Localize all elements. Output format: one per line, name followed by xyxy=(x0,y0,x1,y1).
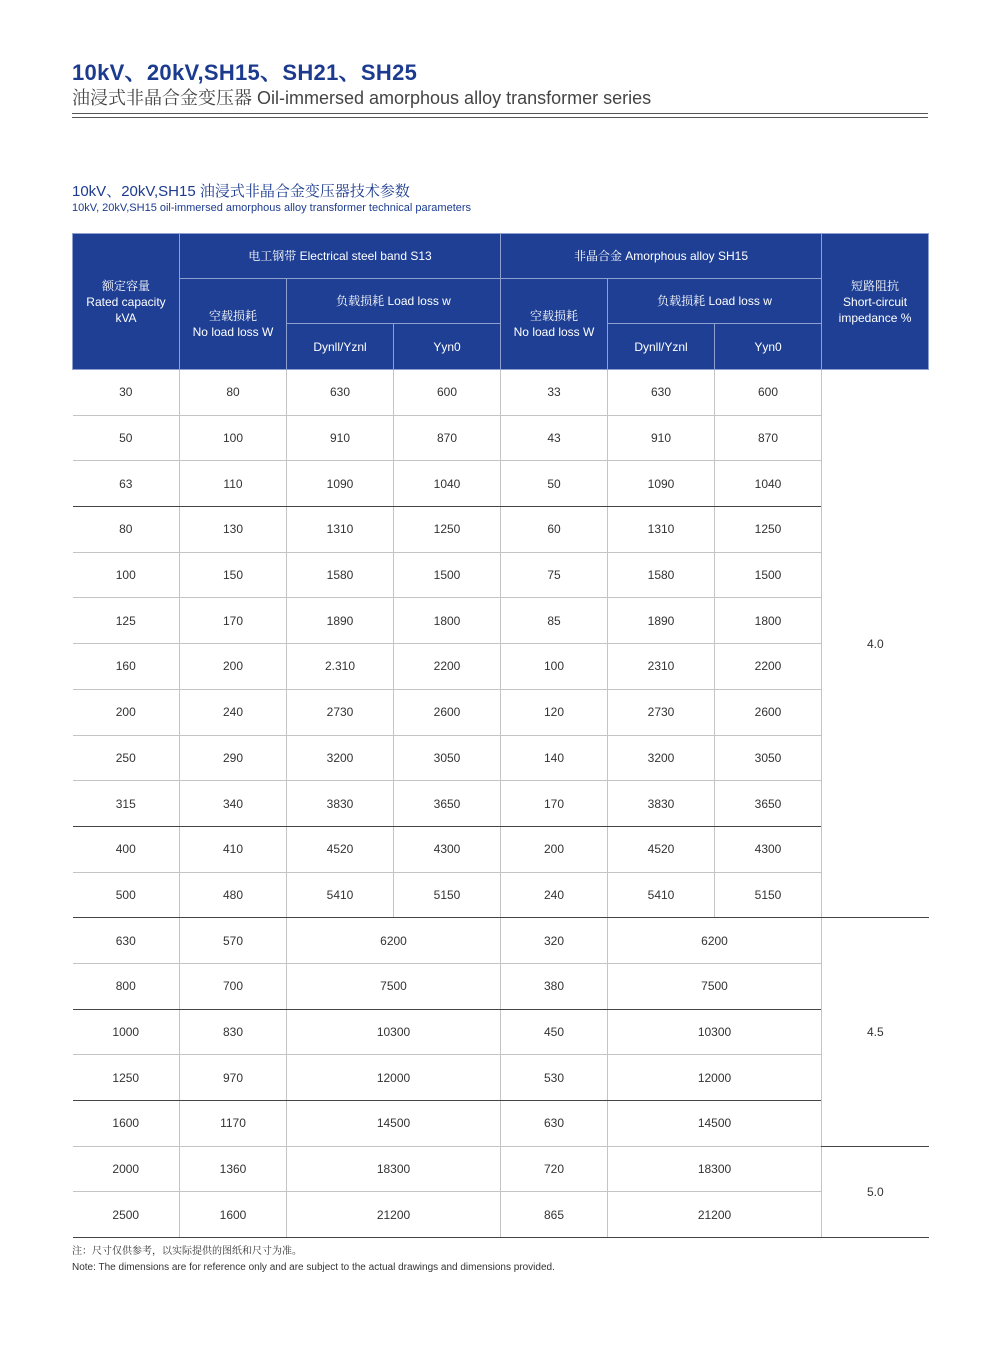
cell-steel-yyn0: 3650 xyxy=(394,781,501,827)
rated-capacity-cn: 额定容量 xyxy=(101,278,150,293)
cell-steel-dynll: 1310 xyxy=(287,507,394,553)
cell-amorphous-no-load: 865 xyxy=(501,1192,608,1238)
cell-amorphous-no-load: 450 xyxy=(501,1009,608,1055)
no-load-en: No load loss W xyxy=(513,325,595,339)
page-title: 10kV、20kV,SH15、SH21、SH25 xyxy=(72,60,418,85)
cell-steel-yyn0: 2200 xyxy=(394,644,501,690)
table-row xyxy=(73,415,929,461)
rated-capacity-en: Rated capacity xyxy=(86,294,166,309)
cell-amorphous-no-load: 50 xyxy=(501,461,608,507)
cell-amorphous-yyn0: 2200 xyxy=(715,644,822,690)
cell-steel-no-load: 340 xyxy=(180,781,287,827)
cell-amorphous-dynll: 3830 xyxy=(608,781,715,827)
cell-amorphous-yyn0: 1040 xyxy=(715,461,822,507)
cell-amorphous-dynll: 1580 xyxy=(608,552,715,598)
cell-amorphous-yyn0: 1250 xyxy=(715,507,822,553)
header-amorphous-no-load xyxy=(501,279,608,370)
header-amorphous-dynll: Dynll/Yznl xyxy=(608,324,715,370)
header-steel-group: 电工钢带 Electrical steel band S13 xyxy=(180,234,501,279)
cell-steel-dynll: 1090 xyxy=(287,461,394,507)
impedance-en-2: impedance % xyxy=(838,310,912,325)
cell-capacity: 30 xyxy=(73,370,180,416)
cell-capacity: 200 xyxy=(73,689,180,735)
table-row xyxy=(73,872,929,918)
cell-steel-yyn0: 1040 xyxy=(394,461,501,507)
cell-steel-no-load: 110 xyxy=(180,461,287,507)
table-row xyxy=(73,1101,929,1147)
cell-steel-yyn0: 1250 xyxy=(394,507,501,553)
spec-table xyxy=(72,233,929,1238)
table-row xyxy=(73,644,929,690)
cell-amorphous-no-load: 630 xyxy=(501,1101,608,1147)
cell-impedance: 4.5 xyxy=(822,918,929,1146)
header-divider-bottom xyxy=(72,117,928,118)
cell-capacity: 1600 xyxy=(73,1101,180,1147)
cell-steel-no-load: 480 xyxy=(180,872,287,918)
cell-amorphous-dynll: 630 xyxy=(608,370,715,416)
cell-amorphous-no-load: 43 xyxy=(501,415,608,461)
cell-steel-dynll: 910 xyxy=(287,415,394,461)
cell-steel-no-load: 830 xyxy=(180,1009,287,1055)
cell-amorphous-yyn0: 1800 xyxy=(715,598,822,644)
cell-amorphous-no-load: 170 xyxy=(501,781,608,827)
no-load-cn: 空载损耗 xyxy=(529,309,578,323)
cell-capacity: 125 xyxy=(73,598,180,644)
table-row xyxy=(73,735,929,781)
cell-steel-no-load: 970 xyxy=(180,1055,287,1101)
table-row xyxy=(73,689,929,735)
cell-impedance: 4.0 xyxy=(822,370,929,918)
cell-amorphous-load-loss: 21200 xyxy=(608,1192,822,1238)
cell-capacity: 315 xyxy=(73,781,180,827)
impedance-cn: 短路阻抗 xyxy=(851,278,900,293)
cell-steel-load-loss: 10300 xyxy=(287,1009,501,1055)
cell-amorphous-load-loss: 12000 xyxy=(608,1055,822,1101)
cell-steel-load-loss: 18300 xyxy=(287,1146,501,1192)
page-subtitle: 油浸式非晶合金变压器 Oil-immersed amorphous alloy transformer series xyxy=(72,88,652,108)
cell-steel-no-load: 1600 xyxy=(180,1192,287,1238)
table-row xyxy=(73,781,929,827)
cell-capacity: 2500 xyxy=(73,1192,180,1238)
cell-steel-yyn0: 2600 xyxy=(394,689,501,735)
cell-amorphous-no-load: 320 xyxy=(501,918,608,964)
cell-amorphous-no-load: 200 xyxy=(501,826,608,872)
cell-steel-dynll: 3830 xyxy=(287,781,394,827)
no-load-en: No load loss W xyxy=(192,325,274,339)
header-steel-no-load xyxy=(180,279,287,370)
table-row xyxy=(73,1009,929,1055)
cell-amorphous-dynll: 2310 xyxy=(608,644,715,690)
cell-steel-load-loss: 12000 xyxy=(287,1055,501,1101)
cell-steel-load-loss: 14500 xyxy=(287,1101,501,1147)
footnote-cn: 注：尺寸仅供参考，以实际提供的图纸和尺寸为准。 xyxy=(72,1246,302,1257)
cell-amorphous-dynll: 2730 xyxy=(608,689,715,735)
cell-steel-dynll: 2.310 xyxy=(287,644,394,690)
cell-amorphous-dynll: 3200 xyxy=(608,735,715,781)
table-row xyxy=(73,461,929,507)
cell-amorphous-no-load: 240 xyxy=(501,872,608,918)
header-steel-dynll: Dynll/Yznl xyxy=(287,324,394,370)
cell-capacity: 63 xyxy=(73,461,180,507)
table-row xyxy=(73,963,929,1009)
cell-steel-no-load: 200 xyxy=(180,644,287,690)
cell-capacity: 400 xyxy=(73,826,180,872)
table-row xyxy=(73,507,929,553)
cell-capacity: 500 xyxy=(73,872,180,918)
section-title: 10kV、20kV,SH15 油浸式非晶合金变压器技术参数 xyxy=(72,183,410,200)
cell-amorphous-yyn0: 1500 xyxy=(715,552,822,598)
cell-steel-no-load: 1170 xyxy=(180,1101,287,1147)
table-row xyxy=(73,826,929,872)
cell-amorphous-no-load: 530 xyxy=(501,1055,608,1101)
cell-amorphous-dynll: 1090 xyxy=(608,461,715,507)
cell-steel-load-loss: 7500 xyxy=(287,963,501,1009)
cell-steel-yyn0: 600 xyxy=(394,370,501,416)
cell-steel-dynll: 3200 xyxy=(287,735,394,781)
table-row xyxy=(73,552,929,598)
cell-capacity: 630 xyxy=(73,918,180,964)
cell-amorphous-dynll: 910 xyxy=(608,415,715,461)
cell-steel-no-load: 700 xyxy=(180,963,287,1009)
cell-steel-yyn0: 3050 xyxy=(394,735,501,781)
cell-steel-load-loss: 21200 xyxy=(287,1192,501,1238)
cell-capacity: 800 xyxy=(73,963,180,1009)
cell-steel-dynll: 4520 xyxy=(287,826,394,872)
cell-capacity: 1000 xyxy=(73,1009,180,1055)
cell-steel-yyn0: 5150 xyxy=(394,872,501,918)
cell-capacity: 1250 xyxy=(73,1055,180,1101)
header-amorphous-yyn0: Yyn0 xyxy=(715,324,822,370)
cell-amorphous-dynll: 1310 xyxy=(608,507,715,553)
cell-amorphous-no-load: 140 xyxy=(501,735,608,781)
cell-capacity: 50 xyxy=(73,415,180,461)
header-impedance xyxy=(822,234,929,370)
cell-steel-no-load: 570 xyxy=(180,918,287,964)
cell-amorphous-load-loss: 10300 xyxy=(608,1009,822,1055)
cell-amorphous-yyn0: 3050 xyxy=(715,735,822,781)
cell-steel-yyn0: 870 xyxy=(394,415,501,461)
cell-amorphous-yyn0: 3650 xyxy=(715,781,822,827)
table-row xyxy=(73,1055,929,1101)
cell-amorphous-no-load: 33 xyxy=(501,370,608,416)
header-divider-top xyxy=(72,113,928,114)
impedance-en-1: Short-circuit xyxy=(843,294,908,309)
cell-steel-yyn0: 1800 xyxy=(394,598,501,644)
cell-amorphous-no-load: 720 xyxy=(501,1146,608,1192)
cell-amorphous-yyn0: 870 xyxy=(715,415,822,461)
section-subtitle: 10kV, 20kV,SH15 oil-immersed amorphous alloy transformer technical parameters xyxy=(72,202,472,214)
cell-amorphous-no-load: 100 xyxy=(501,644,608,690)
cell-amorphous-no-load: 120 xyxy=(501,689,608,735)
cell-capacity: 2000 xyxy=(73,1146,180,1192)
cell-steel-no-load: 1360 xyxy=(180,1146,287,1192)
cell-amorphous-load-loss: 7500 xyxy=(608,963,822,1009)
cell-amorphous-load-loss: 18300 xyxy=(608,1146,822,1192)
cell-capacity: 80 xyxy=(73,507,180,553)
rated-capacity-unit: kVA xyxy=(115,310,137,325)
table-row xyxy=(73,918,929,964)
cell-amorphous-no-load: 75 xyxy=(501,552,608,598)
cell-amorphous-yyn0: 4300 xyxy=(715,826,822,872)
cell-steel-no-load: 130 xyxy=(180,507,287,553)
cell-amorphous-dynll: 4520 xyxy=(608,826,715,872)
cell-steel-dynll: 2730 xyxy=(287,689,394,735)
cell-steel-no-load: 290 xyxy=(180,735,287,781)
cell-amorphous-no-load: 60 xyxy=(501,507,608,553)
table-row xyxy=(73,1146,929,1192)
cell-steel-load-loss: 6200 xyxy=(287,918,501,964)
cell-capacity: 160 xyxy=(73,644,180,690)
cell-steel-no-load: 170 xyxy=(180,598,287,644)
table-row xyxy=(73,1192,929,1238)
header-amorphous-load-loss: 负载损耗 Load loss w xyxy=(608,279,822,324)
header-rated-capacity xyxy=(73,234,180,370)
cell-steel-yyn0: 1500 xyxy=(394,552,501,598)
table-row xyxy=(73,370,929,416)
cell-capacity: 100 xyxy=(73,552,180,598)
header-amorphous-group: 非晶合金 Amorphous alloy SH15 xyxy=(501,234,822,279)
header-steel-load-loss: 负载损耗 Load loss w xyxy=(287,279,501,324)
cell-amorphous-dynll: 5410 xyxy=(608,872,715,918)
cell-amorphous-yyn0: 2600 xyxy=(715,689,822,735)
cell-capacity: 250 xyxy=(73,735,180,781)
no-load-cn: 空载损耗 xyxy=(208,309,257,323)
table-row xyxy=(73,598,929,644)
footnote xyxy=(72,1244,555,1276)
cell-steel-dynll: 5410 xyxy=(287,872,394,918)
cell-amorphous-no-load: 85 xyxy=(501,598,608,644)
cell-amorphous-dynll: 1890 xyxy=(608,598,715,644)
cell-steel-no-load: 100 xyxy=(180,415,287,461)
cell-steel-no-load: 150 xyxy=(180,552,287,598)
header-steel-yyn0: Yyn0 xyxy=(394,324,501,370)
cell-steel-dynll: 630 xyxy=(287,370,394,416)
footnote-en: Note: The dimensions are for reference only and are subject to the actual drawings and dimensions provided. xyxy=(72,1262,555,1273)
cell-amorphous-yyn0: 5150 xyxy=(715,872,822,918)
cell-steel-dynll: 1890 xyxy=(287,598,394,644)
cell-steel-yyn0: 4300 xyxy=(394,826,501,872)
cell-steel-dynll: 1580 xyxy=(287,552,394,598)
cell-amorphous-yyn0: 600 xyxy=(715,370,822,416)
cell-steel-no-load: 240 xyxy=(180,689,287,735)
cell-steel-no-load: 410 xyxy=(180,826,287,872)
cell-amorphous-load-loss: 14500 xyxy=(608,1101,822,1147)
cell-amorphous-load-loss: 6200 xyxy=(608,918,822,964)
cell-impedance: 5.0 xyxy=(822,1146,929,1237)
cell-steel-no-load: 80 xyxy=(180,370,287,416)
cell-amorphous-no-load: 380 xyxy=(501,963,608,1009)
